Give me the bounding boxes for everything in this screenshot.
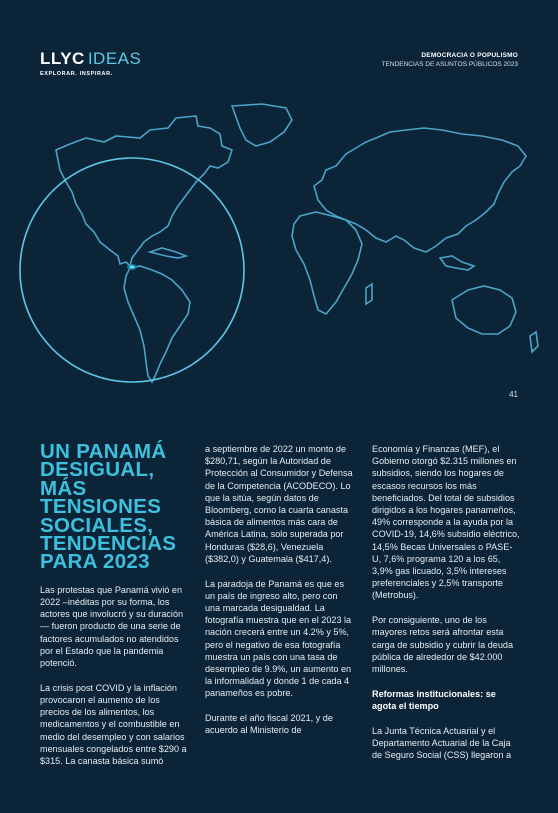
publication-header	[382, 52, 518, 68]
eurasia-outline	[314, 128, 526, 252]
paragraph: Las protestas que Panamá vivió en 2022 –inéditas por su forma, los actores que involucró y su duración— fueron producto de una serie de factores acumulados no atendidos por el Estado que la pandemia potenció.	[40, 584, 184, 669]
section-subheading: Reformas institucionales: se agota el tiempo	[372, 688, 496, 711]
paragraph: Por consiguiente, uno de los mayores retos será afrontar esta carga de subsidio y cubrir la deuda pública de alrededor de $42.000 millones.	[372, 615, 514, 674]
australia-outline	[452, 286, 516, 334]
brand-tagline: EXPLORAR. INSPIRAR.	[40, 71, 113, 77]
brand-logo-main: LLYC	[40, 49, 85, 68]
brand-logo	[40, 50, 141, 77]
greenland-outline	[232, 104, 292, 146]
brand-logo-accent: IDEAS	[87, 49, 142, 68]
north-america-outline	[56, 116, 232, 266]
article-column-1	[40, 440, 188, 780]
paragraph: La crisis post COVID y la inflación provocaron el aumento de los precios de los alimentos, los medicamentos y el combustible en medio del desempleo y con salarios mensuales congelados entre $290 a $315. La canasta básica sumó	[40, 682, 187, 766]
world-map-svg	[0, 90, 558, 400]
south-america-outline	[124, 266, 190, 382]
caribbean-outline	[150, 248, 186, 258]
panama-marker-icon	[127, 264, 137, 270]
article-column-2	[205, 443, 353, 749]
africa-outline	[292, 212, 362, 314]
paragraph: Durante el año fiscal 2021, y de acuerdo al Ministerio de	[205, 713, 333, 736]
paragraph: La paradoja de Panamá es que es un país de ingreso alto, pero con una marcada desigualdad. La fotografía muestra que en el 2023 la nación crecerá entre un 4.2% y 5%, pero el negativo de esa fotografía muestra un país con una tasa de desempleo de 9.9%, un aumento en la informalidad y donde 1 de cada 4 panameños es pobre.	[205, 578, 352, 699]
madagascar-outline	[366, 284, 372, 304]
paragraph: Economía y Finanzas (MEF), el Gobierno otorgó $2.315 millones en subsidios, siendo los hogares de escasos recursos los más beneficiados. Del total de subsidios dirigidos a los hogares panameños, 49% corresponde a la ayuda por la COVID-19, 14,6% subsidio eléctrico, 14,5% Becas Universales o PASE-U, 7,6% programa 120 a los 65, 3,9% gas licuado, 3,5% intereses preferenciales y 2,5% transporte (Metrobus).	[372, 444, 520, 601]
page-number: 41	[509, 390, 518, 399]
publication-subtitle: TENDENCIAS DE ASUNTOS PÚBLICOS 2023	[381, 61, 518, 68]
article-headline: UN PANAMÁ DESIGUAL, MÁS TENSIONES SOCIALES, TENDENCIAS PARA 2023	[40, 440, 177, 574]
world-map-illustration	[0, 90, 558, 400]
southeast-asia-outline	[440, 256, 474, 270]
paragraph: a septiembre de 2022 un monto de $280,71, según la Autoridad de Protección al Consumidor y Defensa de la Competencia (ACODECO). Lo que la sitúa, según datos de Bloomberg, como la cuarta canasta básica de alimentos más cara de América Latina, solo superada por Honduras ($28,6), Venezuela ($382,0) y Guatemala ($417,4).	[205, 444, 353, 564]
paragraph: La Junta Técnica Actuarial y el Departamento Actuarial de la Caja de Seguro Social (CSS) llegaron a	[372, 725, 512, 760]
article-column-3	[372, 443, 520, 774]
new-zealand-outline	[530, 332, 538, 352]
publication-title: DEMOCRACIA O POPULISMO	[421, 52, 518, 59]
